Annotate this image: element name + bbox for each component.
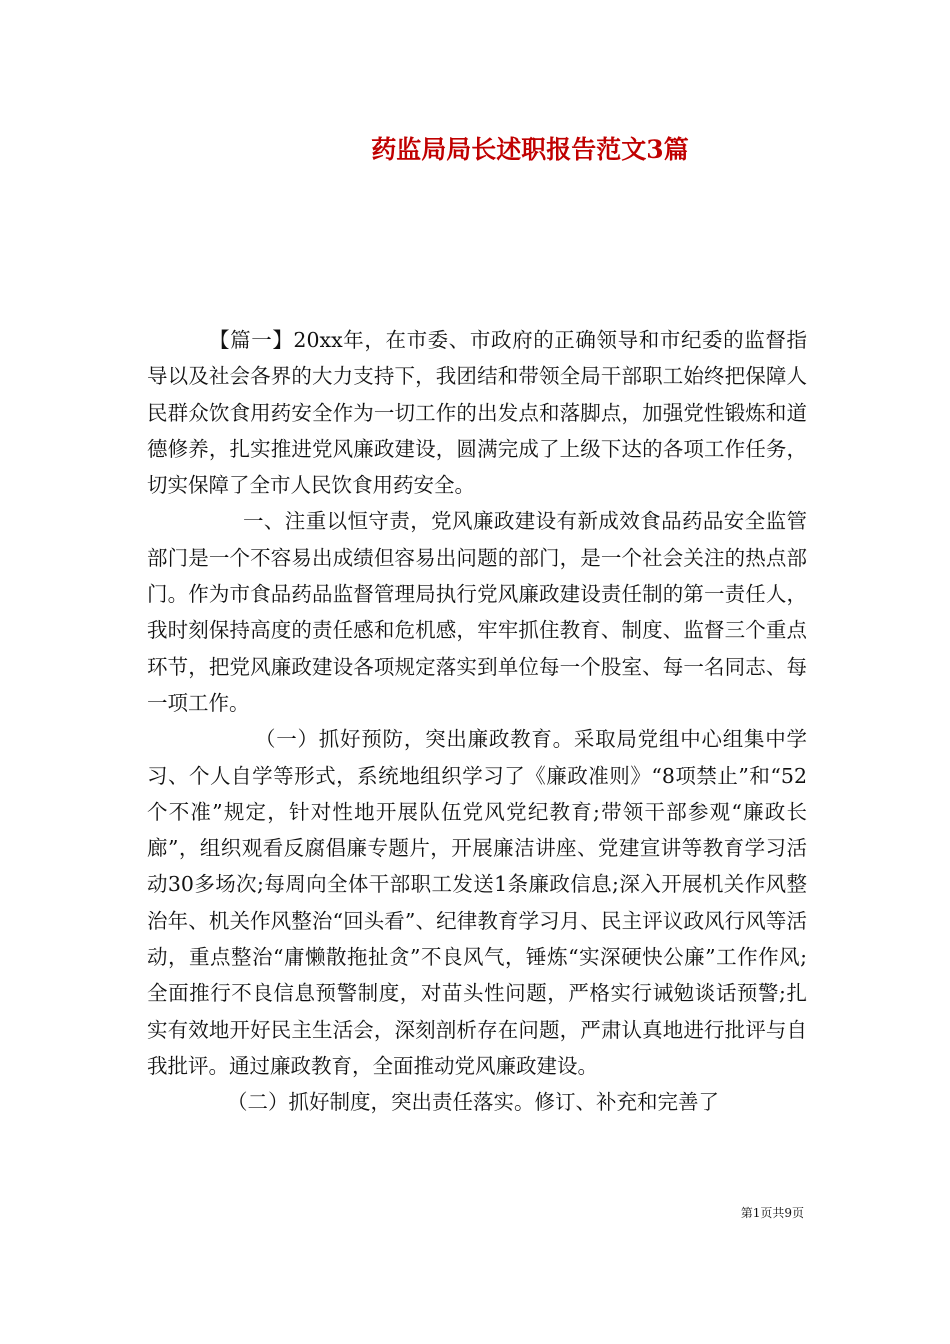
document-title (0, 132, 950, 168)
document-body (147, 322, 807, 1121)
paragraph-intro: 【篇一】20xx年，在市委、市政府的正确领导和市纪委的监督指导以及社会各界的大力支持下，我团结和带领全局干部职工始终把保障人民群众饮食用药安全作为一切工作的出发点和落脚点，加强党性锻炼和道德修养，扎实推进党风廉政建设，圆满完成了上级下达的各项工作任务，切实保障了全市人民饮食用药安全。 (147, 328, 807, 498)
page-number: 第1页共9页 (740, 1206, 804, 1220)
document-title-text: 药监局局长述职报告范文3篇 (371, 135, 689, 164)
paragraph-subsection-two: （二）抓好制度，突出责任落实。修订、补充和完善了 (227, 1090, 719, 1115)
paragraph-subsection-one: （一）抓好预防，突出廉政教育。采取局党组中心组集中学习、个人自学等形式，系统地组织学习了《廉政准则》“8项禁止”和“52个不准”规定，针对性地开展队伍党风党纪教育;带领干部参观“廉政长廊”，组织观看反腐倡廉专题片，开展廉洁讲座、党建宣讲等教育学习活动30多场次;每周向全体干部职工发送1条廉政信息;深入开展机关作风整治年、机关作风整治“回头看”、纪律教育学习月、民主评议政风行风等活动，重点整治“庸懒散拖扯贪”不良风气，锤炼“实深硬快公廉”工作作风;全面推行不良信息预警制度，对苗头性问题，严格实行诫勉谈话预警;扎实有效地开好民主生活会，深刻剖析存在问题，严肃认真地进行批评与自我批评。通过廉政教育，全面推动党风廉政建设。 (147, 727, 807, 1078)
paragraph-section-one: 一、注重以恒守责，党风廉政建设有新成效食品药品安全监管部门是一个不容易出成绩但容易出问题的部门，是一个社会关注的热点部门。作为市食品药品监督管理局执行党风廉政建设责任制的第一责任人，我时刻保持高度的责任感和危机感，牢牢抓住教育、制度、监督三个重点环节，把党风廉政建设各项规定落实到单位每一个股室、每一名同志、每一项工作。 (147, 509, 807, 715)
